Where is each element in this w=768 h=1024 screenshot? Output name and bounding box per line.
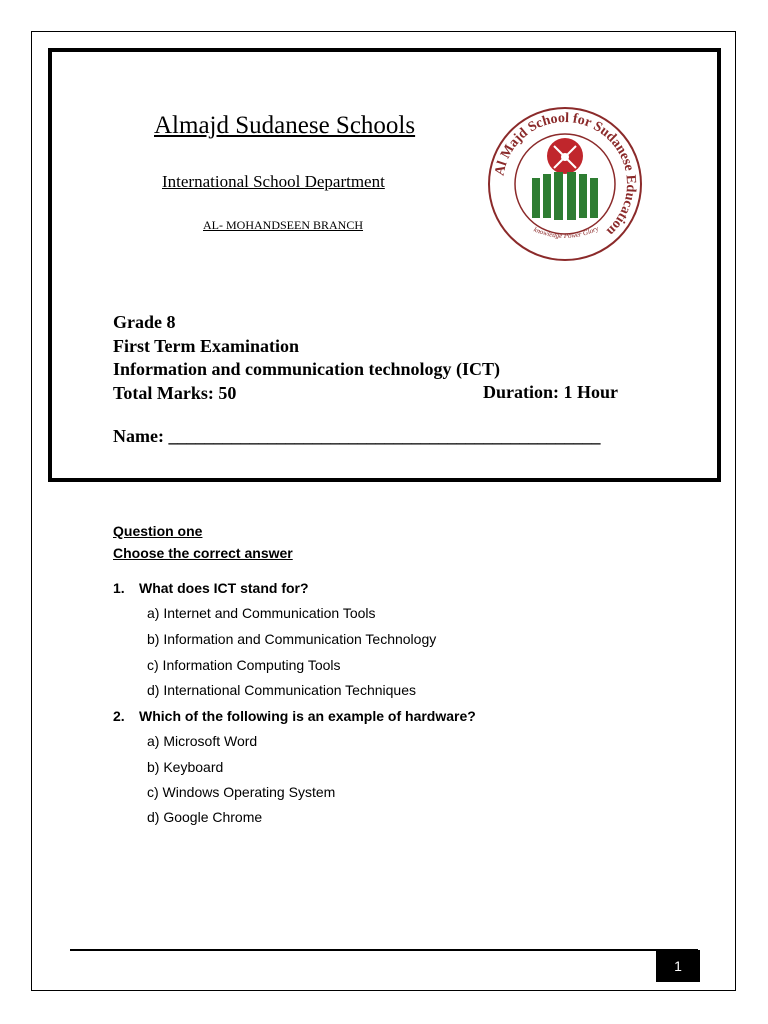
book-and-torch-logo xyxy=(482,104,648,264)
option-2d: d) Google Chrome xyxy=(147,809,263,825)
total-marks-label: Total Marks: 50 xyxy=(113,383,237,403)
logo-ring-text: Al Majd School for Sudanese Education xyxy=(492,110,639,239)
option-2b: b) Keyboard xyxy=(147,759,224,775)
duration-label: Duration: 1 Hour xyxy=(483,382,618,402)
option-2a: a) Microsoft Word xyxy=(147,733,258,749)
section-instruction: Choose the correct answer xyxy=(113,545,293,561)
name-field-label: Name: ________________________________________________ xyxy=(113,426,601,446)
question-2 xyxy=(113,708,476,724)
question-text: What does ICT stand for? xyxy=(139,580,309,596)
question-number: 2. xyxy=(113,708,125,724)
option-2c: c) Windows Operating System xyxy=(147,784,336,800)
term-label: First Term Examination xyxy=(113,336,300,356)
option-1c: c) Information Computing Tools xyxy=(147,657,341,673)
option-1d: d) International Communication Techniques xyxy=(147,682,417,698)
question-text: Which of the following is an example of hardware? xyxy=(139,708,476,724)
department-name: International School Department xyxy=(162,172,385,191)
option-1b: b) Information and Communication Technology xyxy=(147,631,437,647)
grade-label: Grade 8 xyxy=(113,312,176,332)
question-number: 1. xyxy=(113,580,125,596)
option-1a: a) Internet and Communication Tools xyxy=(147,605,376,621)
school-name: Almajd Sudanese Schools xyxy=(154,112,416,139)
logo-book-shape xyxy=(532,172,598,220)
branch-name: AL- MOHANDSEEN BRANCH xyxy=(203,218,364,232)
footer-divider xyxy=(70,949,698,951)
page-number: 1 xyxy=(656,950,700,982)
logo-motto: knowledge Power Glory xyxy=(532,224,600,241)
section-title: Question one xyxy=(113,523,203,539)
subject-label: Information and communication technology (ICT) xyxy=(113,359,501,379)
question-1 xyxy=(113,580,309,596)
